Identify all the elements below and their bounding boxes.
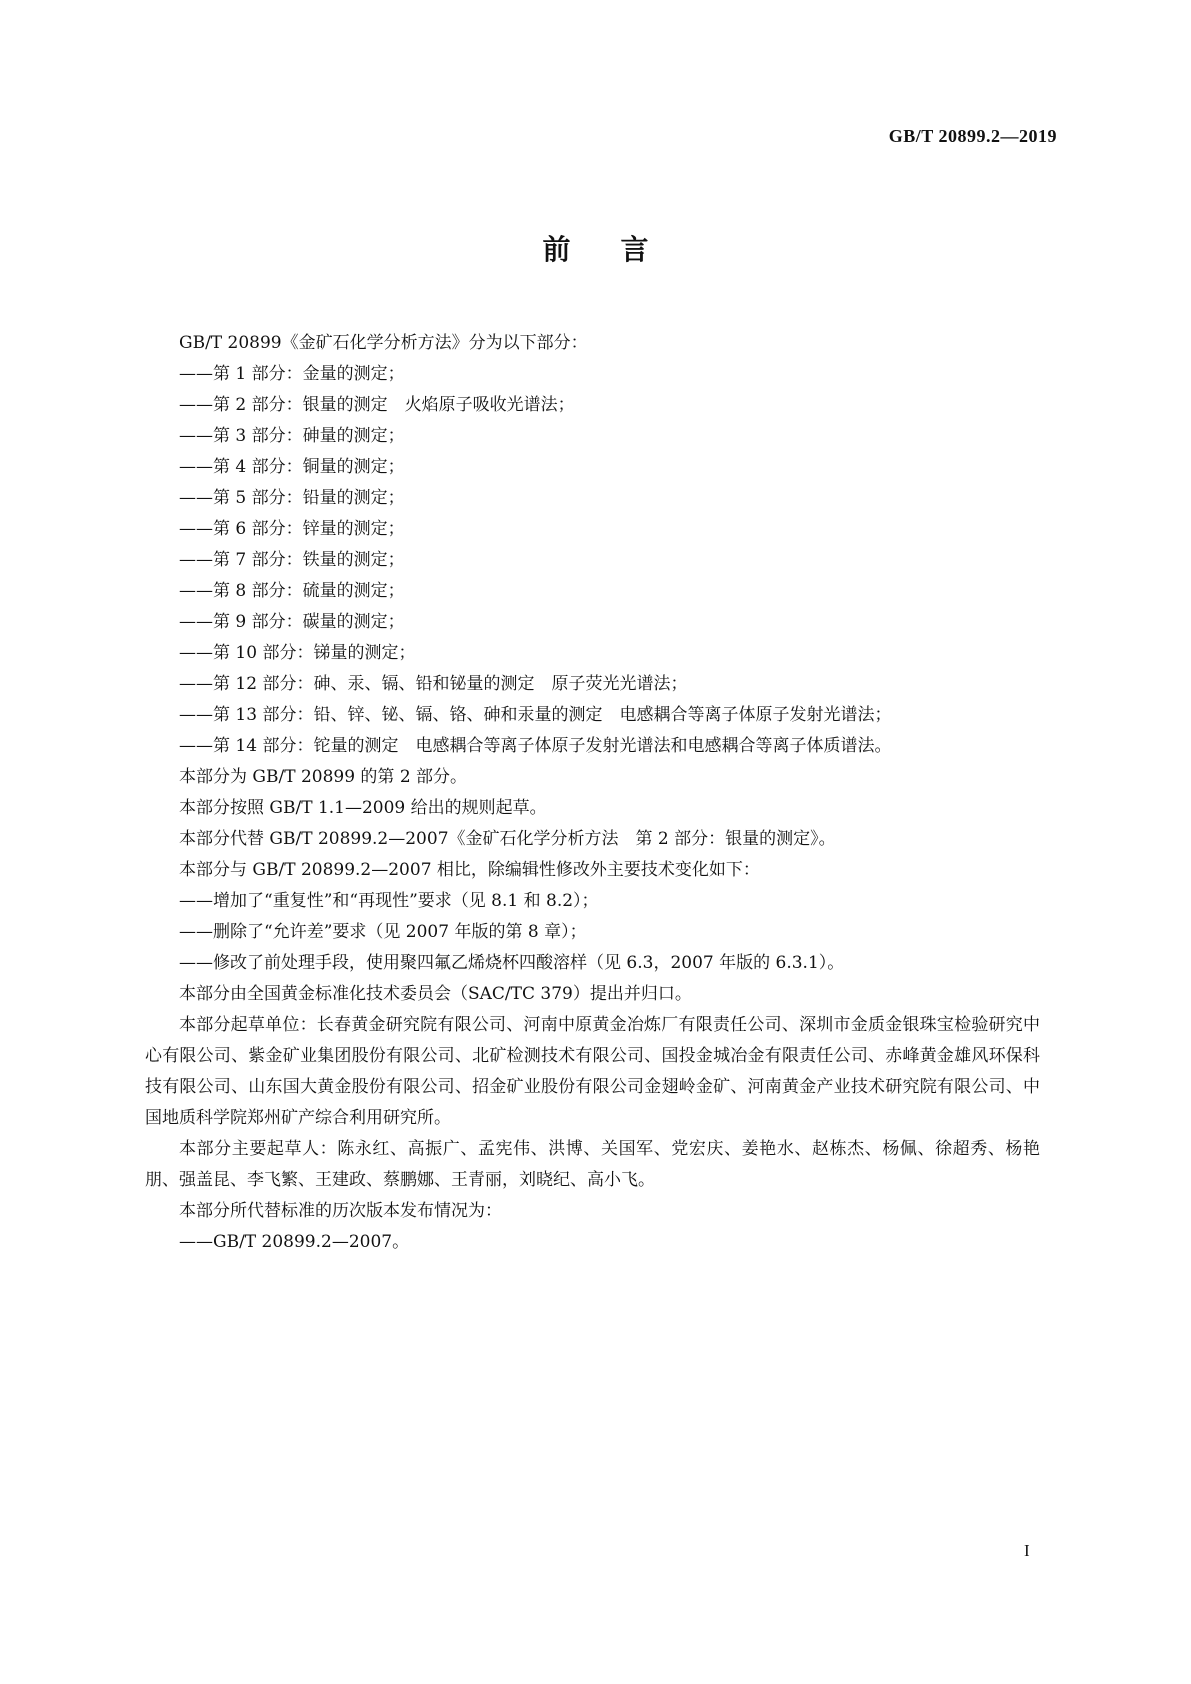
paragraph-intro: GB/T 20899《金矿石化学分析方法》分为以下部分： [179,333,588,353]
list-item-part-6: ——第 6 部分：锌量的测定； [179,519,405,539]
paragraph-changes-intro: 本部分与 GB/T 20899.2—2007 相比，除编辑性修改外主要技术变化如下： [179,860,760,880]
list-item-part-9: ——第 9 部分：碳量的测定； [179,612,405,632]
page-number: I [1024,1541,1030,1560]
paragraph-drafting-units: 本部分起草单位：长春黄金研究院有限公司、河南中原黄金冶炼厂有限责任公司、深圳市金质金银珠宝检验研究中心有限公司、紫金矿业集团股份有限公司、北矿检测技术有限公司、国投金城冶金有限责任公司、赤峰黄金雄风环保科技有限公司、山东国大黄金股份有限公司、招金矿业股份有限公司金翅岭金矿、河南黄金产业技术研究院有限公司、中国地质科学院郑州矿产综合利用研究所。 [145,1015,1040,1128]
standard-code: GB/T 20899.2—2019 [888,126,1057,146]
list-item-part-7: ——第 7 部分：铁量的测定； [179,550,405,570]
paragraph-drafters: 本部分主要起草人：陈永红、高振广、孟宪伟、洪博、关国军、党宏庆、姜艳水、赵栋杰、杨佩、徐超秀、杨艳朋、强盖昆、李飞繁、王建政、蔡鹏娜、王青丽，刘晓纪、高小飞。 [145,1139,1040,1190]
list-item-history-1: ——GB/T 20899.2—2007。 [179,1232,410,1252]
list-item-change-3: ——修改了前处理手段，使用聚四氟乙烯烧杯四酸溶样（见 6.3，2007 年版的 6.3.1）。 [179,953,845,973]
list-item-part-13: ——第 13 部分：铅、锌、铋、镉、铬、砷和汞量的测定 电感耦合等离子体原子发射光谱法； [179,705,892,725]
list-item-change-1: ——增加了“重复性”和“再现性”要求（见 8.1 和 8.2）； [179,891,599,911]
list-item-part-4: ——第 4 部分：铜量的测定； [179,457,405,477]
list-item-part-2: ——第 2 部分：银量的测定 火焰原子吸收光谱法； [179,395,575,415]
list-item-part-3: ——第 3 部分：砷量的测定； [179,426,405,446]
paragraph-history-intro: 本部分所代替标准的历次版本发布情况为： [179,1201,502,1221]
list-item-part-12: ——第 12 部分：砷、汞、镉、铅和铋量的测定 原子荧光光谱法； [179,674,688,694]
list-item-change-2: ——删除了“允许差”要求（见 2007 年版的第 8 章）； [179,922,587,942]
list-item-part-8: ——第 8 部分：硫量的测定； [179,581,405,601]
list-item-part-1: ——第 1 部分：金量的测定； [179,364,405,384]
foreword-body [145,328,1040,1258]
paragraph-part-statement: 本部分为 GB/T 20899 的第 2 部分。 [179,767,468,787]
list-item-part-5: ——第 5 部分：铅量的测定； [179,488,405,508]
paragraph-replaces: 本部分代替 GB/T 20899.2—2007《金矿石化学分析方法 第 2 部分：银量的测定》。 [179,829,836,849]
paragraph-drafting-rules: 本部分按照 GB/T 1.1—2009 给出的规则起草。 [179,798,547,818]
page-title: 前言 [542,233,699,266]
list-item-part-14: ——第 14 部分：铊量的测定 电感耦合等离子体原子发射光谱法和电感耦合等离子体质谱法。 [179,736,892,756]
list-item-part-10: ——第 10 部分：锑量的测定； [179,643,416,663]
paragraph-proposed-by: 本部分由全国黄金标准化技术委员会（SAC/TC 379）提出并归口。 [179,984,692,1004]
